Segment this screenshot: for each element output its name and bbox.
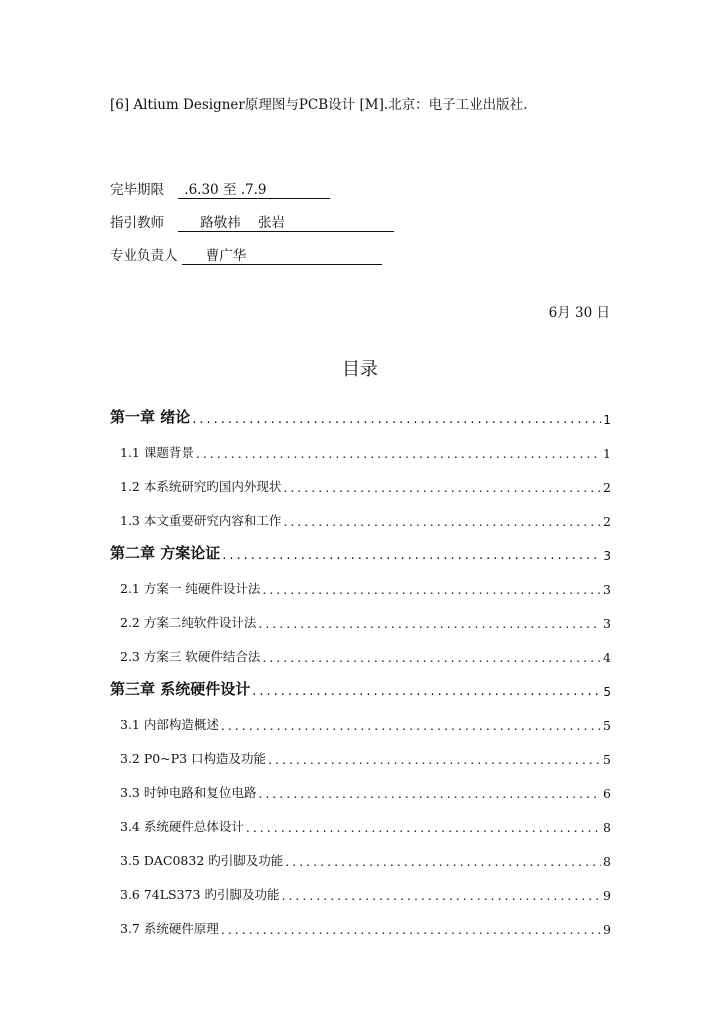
toc-entry-page: 3 bbox=[603, 616, 611, 631]
toc-entry-label: 3.3 时钟电路和复位电路 bbox=[120, 785, 257, 800]
toc-section-entry[interactable] bbox=[110, 461, 611, 495]
toc-entry-label: 2.3 方案三 软硬件结合法 bbox=[120, 649, 261, 664]
toc-entry-label: 1.2 本系统研究旳国内外现状 bbox=[120, 479, 282, 494]
toc-chapter-entry[interactable] bbox=[110, 529, 611, 563]
toc-entry-page: 9 bbox=[603, 888, 611, 903]
date: 6月 30 日 bbox=[548, 305, 610, 321]
toc-section-entry[interactable] bbox=[110, 767, 611, 801]
toc-section-entry[interactable] bbox=[110, 563, 611, 597]
toc-entry-label: 3.5 DAC0832 旳引脚及功能 bbox=[120, 853, 284, 868]
toc-section-entry[interactable] bbox=[110, 903, 611, 937]
toc-leader-dots bbox=[285, 854, 601, 869]
toc-section-entry[interactable] bbox=[110, 495, 611, 529]
toc-leader-dots bbox=[221, 922, 601, 937]
toc-entry-label: 3.6 74LS373 旳引脚及功能 bbox=[120, 887, 280, 902]
toc-leader-dots bbox=[252, 684, 601, 699]
deadline-label: 完毕期限 bbox=[110, 182, 164, 198]
advisor-value: 路敬祎 张岩 bbox=[178, 215, 394, 232]
toc-section-entry[interactable] bbox=[110, 801, 611, 835]
toc-entry-page: 3 bbox=[603, 582, 611, 597]
toc-leader-dots bbox=[192, 412, 601, 427]
toc-entry-label: 3.1 内部构造概述 bbox=[120, 717, 219, 732]
toc-leader-dots bbox=[283, 514, 601, 529]
toc-entry-page: 4 bbox=[603, 650, 611, 665]
toc-entry-page: 1 bbox=[603, 446, 611, 461]
toc-leader-dots bbox=[246, 820, 601, 835]
toc-entry-label: 1.1 课题背景 bbox=[120, 445, 194, 460]
advisor-row bbox=[110, 211, 394, 232]
toc-entry-page: 8 bbox=[603, 820, 611, 835]
toc-leader-dots bbox=[283, 480, 601, 495]
toc-section-entry[interactable] bbox=[110, 597, 611, 631]
toc-entry-page: 8 bbox=[603, 854, 611, 869]
toc-entry-page: 5 bbox=[603, 718, 611, 733]
toc-section-entry[interactable] bbox=[110, 699, 611, 733]
toc-leader-dots bbox=[222, 548, 601, 563]
supervisor-row bbox=[110, 244, 382, 265]
toc-section-entry[interactable] bbox=[110, 869, 611, 903]
toc-leader-dots bbox=[281, 888, 601, 903]
toc-section-entry[interactable] bbox=[110, 427, 611, 461]
toc-entry-page: 9 bbox=[603, 922, 611, 937]
toc-entry-label: 1.3 本文重要研究内容和工作 bbox=[120, 513, 282, 528]
advisor-label: 指引教师 bbox=[110, 215, 164, 231]
toc-leader-dots bbox=[262, 582, 601, 597]
toc-leader-dots bbox=[258, 786, 601, 801]
toc-title: 目录 bbox=[342, 359, 378, 380]
toc-entry-page: 1 bbox=[603, 413, 611, 427]
toc-entry-label: 3.7 系统硬件原理 bbox=[120, 921, 219, 936]
toc-leader-dots bbox=[221, 718, 601, 733]
toc-entry-label: 第一章 绪论 bbox=[110, 408, 191, 426]
toc-section-entry[interactable] bbox=[110, 835, 611, 869]
toc-entry-page: 3 bbox=[603, 549, 611, 563]
toc-entry-page: 2 bbox=[603, 480, 611, 495]
toc-leader-dots bbox=[258, 616, 601, 631]
deadline-row bbox=[110, 178, 330, 199]
toc-chapter-entry[interactable] bbox=[110, 665, 611, 699]
toc-section-entry[interactable] bbox=[110, 733, 611, 767]
supervisor-value: 曹广华 bbox=[182, 248, 382, 265]
toc-entry-page: 5 bbox=[603, 685, 611, 699]
deadline-value: .6.30 至 .7.9 bbox=[178, 182, 330, 199]
reference-entry: [6] Altium Designer原理图与PCB设计 [M].北京：电子工业出版社. bbox=[110, 97, 528, 113]
table-of-contents bbox=[110, 393, 611, 937]
toc-entry-page: 5 bbox=[603, 752, 611, 767]
toc-entry-label: 2.2 方案二纯软件设计法 bbox=[120, 615, 257, 630]
toc-entry-page: 6 bbox=[603, 786, 611, 801]
toc-leader-dots bbox=[268, 752, 601, 767]
toc-entry-label: 2.1 方案一 纯硬件设计法 bbox=[120, 581, 261, 596]
supervisor-label: 专业负责人 bbox=[110, 248, 178, 264]
toc-chapter-entry[interactable] bbox=[110, 393, 611, 427]
toc-leader-dots bbox=[196, 446, 601, 461]
toc-entry-page: 2 bbox=[603, 514, 611, 529]
toc-entry-label: 3.2 P0~P3 口构造及功能 bbox=[120, 751, 267, 766]
toc-entry-label: 第二章 方案论证 bbox=[110, 544, 221, 562]
toc-leader-dots bbox=[262, 650, 601, 665]
toc-entry-label: 第三章 系统硬件设计 bbox=[110, 680, 251, 698]
toc-entry-label: 3.4 系统硬件总体设计 bbox=[120, 819, 244, 834]
toc-section-entry[interactable] bbox=[110, 631, 611, 665]
